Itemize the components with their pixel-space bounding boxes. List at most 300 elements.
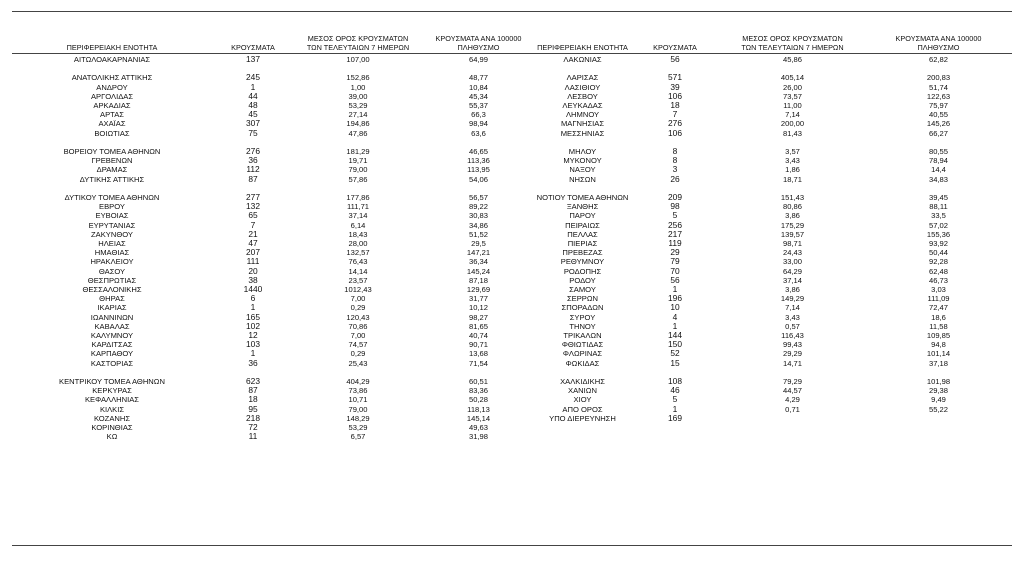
right-cases-cell: 39 — [670, 82, 680, 92]
right-avg7-cell: 99,43 — [782, 340, 802, 350]
right-avg7-cell: 1,86 — [785, 165, 800, 175]
right-per100k-cell: 200,83 — [926, 73, 951, 83]
right-per100k-cell: 62,82 — [928, 55, 948, 64]
right-avg7-cell: 3,86 — [785, 285, 800, 295]
left-avg7-cell: 14,14 — [348, 266, 368, 276]
right-cases-cell: 1 — [672, 321, 678, 331]
left-region-cell: ΒΟΡΕΙΟΥ ΤΟΜΕΑ ΑΘΗΝΩΝ — [63, 147, 161, 156]
right-region-cell — [535, 184, 630, 193]
right-avg7-cell: 0,57 — [785, 321, 800, 331]
left-cases-cell: 18 — [248, 395, 258, 405]
right-avg7-cell: 14,71 — [782, 358, 802, 368]
left-cases-cell: 21 — [248, 229, 258, 239]
left-per100k-cell: 60,51 — [468, 377, 488, 387]
right-avg7-cell: 7,14 — [785, 110, 800, 120]
left-per100k-cell: 90,71 — [468, 340, 488, 350]
left-avg7-cell: 6,57 — [350, 432, 366, 442]
left-per100k-cell: 30,83 — [468, 211, 488, 221]
right-cases-cell: 119 — [668, 239, 682, 249]
left-cases-cell: 102 — [246, 321, 260, 331]
right-region-cell — [535, 138, 630, 147]
right-per100k-cell: 33,5 — [931, 211, 946, 221]
right-cases-cell: 7 — [672, 110, 678, 120]
table-row — [12, 73, 1012, 82]
table-row — [12, 359, 1012, 368]
left-avg7-cell: 1,00 — [350, 82, 366, 92]
right-per100k-cell: 72,47 — [928, 303, 948, 313]
left-avg7-cell — [294, 64, 422, 73]
right-cases-cell: 106 — [668, 91, 682, 101]
right-per100k-cell: 34,83 — [928, 174, 948, 184]
right-cases-cell: 18 — [670, 101, 680, 110]
left-avg7-cell — [294, 368, 422, 377]
right-region-cell — [535, 423, 630, 432]
right-avg7-cell: 139,57 — [780, 229, 805, 239]
right-avg7-cell — [720, 432, 865, 441]
right-avg7-cell: 3,43 — [785, 312, 800, 322]
right-region-cell: ΑΠΟ ΟΡΟΣ — [562, 404, 603, 414]
right-avg7-cell: 79,29 — [782, 377, 802, 387]
left-cases-cell — [212, 138, 294, 147]
table-row — [12, 193, 1012, 202]
right-region-cell: ΣΑΜΟΥ — [569, 285, 596, 295]
left-per100k-cell: 50,28 — [468, 395, 488, 405]
left-cases-cell: 277 — [246, 193, 260, 202]
left-avg7-cell: 1012,43 — [344, 285, 372, 295]
left-cases-cell: 72 — [248, 423, 258, 433]
left-per100k-cell: 145,14 — [466, 413, 491, 423]
right-region-cell: ΝΟΤΙΟΥ ΤΟΜΕΑ ΑΘΗΝΩΝ — [536, 193, 629, 202]
bottom-rule — [12, 545, 1012, 546]
right-avg7-cell: 4,29 — [785, 395, 800, 405]
table-row — [12, 239, 1012, 248]
right-cases-cell: 3 — [672, 165, 678, 175]
left-region-cell: ΔΡΑΜΑΣ — [96, 165, 128, 175]
left-per100k-cell: 63,6 — [471, 128, 486, 138]
left-cases-cell: 36 — [248, 358, 258, 368]
right-avg7-cell: 116,43 — [781, 331, 804, 341]
left-cases-cell: 45 — [248, 110, 258, 120]
right-cases-cell — [630, 64, 720, 73]
right-region-cell: ΠΕΛΛΑΣ — [567, 229, 598, 239]
left-region-cell: ΚΕΝΤΡΙΚΟΥ ΤΟΜΕΑ ΑΘΗΝΩΝ — [59, 377, 165, 387]
right-avg7-cell: 3,86 — [785, 211, 800, 221]
right-per100k-cell: 66,27 — [928, 128, 948, 138]
right-region-cell: ΜΗΛΟΥ — [568, 147, 597, 156]
left-cases-cell: 218 — [246, 413, 260, 423]
header-avg7-left: ΜΕΣΟΣ ΟΡΟΣ ΚΡΟΥΣΜΑΤΩΝ ΤΩΝ ΤΕΛΕΥΤΑΙΩΝ 7 ΗΜΕΡΩΝ — [294, 30, 422, 54]
left-region-cell: ΑΝΔΡΟΥ — [96, 82, 128, 92]
left-region-cell: ΕΥΡΥΤΑΝΙΑΣ — [88, 220, 136, 230]
right-cases-cell — [630, 423, 720, 432]
left-per100k-cell — [422, 368, 535, 377]
table-row — [12, 138, 1012, 147]
left-region-cell: ΘΑΣΟΥ — [98, 266, 126, 276]
left-per100k-cell: 29,5 — [471, 239, 486, 249]
left-avg7-cell: 194,86 — [346, 119, 370, 129]
left-cases-cell: 307 — [246, 119, 260, 129]
right-region-cell: ΡΕΘΥΜΝΟΥ — [560, 257, 605, 267]
right-per100k-cell — [865, 414, 1012, 423]
left-per100k-cell: 66,3 — [471, 110, 486, 120]
right-region-cell: ΡΟΔΟΥ — [569, 275, 596, 285]
right-per100k-cell: 88,11 — [929, 202, 948, 212]
right-per100k-cell: 101,14 — [926, 349, 951, 359]
right-region-cell: ΡΟΔΟΠΗΣ — [563, 266, 602, 276]
right-region-cell: ΠΙΕΡΙΑΣ — [567, 239, 598, 249]
left-region-cell: ΗΛΕΙΑΣ — [98, 239, 126, 249]
left-per100k-cell: 64,99 — [468, 55, 488, 64]
left-cases-cell: 87 — [248, 386, 258, 396]
right-per100k-cell: 57,02 — [928, 220, 948, 230]
left-region-cell: ΒΟΙΩΤΙΑΣ — [94, 128, 130, 138]
left-cases-cell: 75 — [248, 128, 258, 138]
right-cases-cell — [630, 184, 720, 193]
left-avg7-cell: 177,86 — [346, 193, 370, 202]
left-region-cell — [12, 64, 212, 73]
right-cases-cell: 144 — [668, 331, 682, 341]
left-cases-cell: 11 — [248, 432, 258, 442]
right-per100k-cell — [865, 432, 1012, 441]
right-region-cell: ΦΘΙΩΤΙΔΑΣ — [561, 340, 604, 350]
right-per100k-cell: 37,18 — [928, 358, 948, 368]
left-cases-cell — [212, 64, 294, 73]
right-region-cell: ΦΩΚΙΔΑΣ — [565, 358, 600, 368]
right-cases-cell: 5 — [672, 211, 678, 221]
right-avg7-cell: 11,00 — [783, 101, 802, 110]
table-row — [12, 395, 1012, 404]
table-row — [12, 340, 1012, 349]
left-region-cell: ΚΕΡΚΥΡΑΣ — [92, 386, 132, 396]
left-per100k-cell: 45,34 — [468, 91, 488, 101]
left-per100k-cell: 81,65 — [468, 321, 488, 331]
right-per100k-cell: 50,44 — [928, 248, 948, 258]
left-cases-cell: 103 — [246, 340, 260, 350]
right-region-cell: ΛΑΚΩΝΙΑΣ — [563, 55, 602, 64]
left-region-cell: ΗΜΑΘΙΑΣ — [94, 248, 130, 258]
right-per100k-cell: 111,09 — [927, 294, 950, 304]
left-region-cell: ΓΡΕΒΕΝΩΝ — [91, 156, 133, 166]
right-per100k-cell: 40,55 — [928, 110, 948, 120]
right-avg7-cell: 0,71 — [785, 404, 800, 414]
right-per100k-cell: 46,73 — [928, 275, 948, 285]
right-region-cell: ΧΑΝΙΩΝ — [568, 386, 597, 396]
table-row — [12, 331, 1012, 340]
right-cases-cell: 70 — [670, 266, 680, 276]
left-region-cell: ΗΡΑΚΛΕΙΟΥ — [90, 257, 134, 267]
right-avg7-cell — [720, 414, 865, 423]
left-region-cell: ΚΟΡΙΝΘΙΑΣ — [91, 423, 133, 433]
left-per100k-cell: 98,27 — [468, 312, 488, 322]
right-per100k-cell — [865, 423, 1012, 432]
header-cases-left: ΚΡΟΥΣΜΑΤΑ — [212, 30, 294, 54]
right-region-cell: ΛΗΜΝΟΥ — [565, 110, 600, 120]
right-region-cell: ΛΕΣΒΟΥ — [567, 91, 598, 101]
left-per100k-cell: 145,24 — [466, 266, 491, 276]
top-rule — [12, 11, 1012, 12]
right-cases-cell: 8 — [672, 147, 678, 156]
right-region-cell: ΧΑΛΚΙΔΙΚΗΣ — [560, 377, 605, 387]
left-cases-cell: 38 — [248, 275, 258, 285]
right-avg7-cell: 81,43 — [782, 128, 802, 138]
right-cases-cell: 98 — [670, 202, 680, 212]
right-per100k-cell: 93,92 — [928, 239, 948, 249]
right-cases-cell: 209 — [668, 193, 682, 202]
right-per100k-cell: 78,94 — [928, 156, 948, 166]
left-region-cell: ΚΑΡΔΙΤΣΑΣ — [91, 340, 133, 350]
table-row — [12, 294, 1012, 303]
table-row — [12, 64, 1012, 73]
table-row — [12, 230, 1012, 239]
right-per100k-cell: 9,49 — [931, 395, 946, 405]
left-per100k-cell: 89,22 — [468, 202, 488, 212]
right-region-cell: ΣΕΡΡΩΝ — [566, 294, 599, 304]
left-region-cell: ΑΙΤΩΛΟΑΚΑΡΝΑΝΙΑΣ — [73, 55, 151, 64]
right-cases-cell: 150 — [668, 340, 682, 350]
left-avg7-cell: 0,29 — [350, 349, 366, 359]
table-row — [12, 147, 1012, 156]
right-cases-cell: 26 — [670, 174, 680, 184]
right-cases-cell — [630, 138, 720, 147]
right-cases-cell: 1 — [672, 404, 678, 414]
left-avg7-cell — [294, 184, 422, 193]
left-cases-cell: 137 — [246, 54, 260, 64]
left-per100k-cell: 87,18 — [468, 275, 488, 285]
right-cases-cell: 5 — [672, 395, 678, 405]
left-avg7-cell: 70,86 — [348, 321, 368, 331]
left-avg7-cell: 152,86 — [346, 73, 370, 83]
left-region-cell: ΚΑΡΠΑΘΟΥ — [90, 349, 134, 359]
right-avg7-cell: 3,43 — [785, 156, 800, 166]
left-avg7-cell: 181,29 — [346, 147, 370, 156]
table-row — [12, 313, 1012, 322]
left-avg7-cell: 74,57 — [348, 340, 368, 350]
table-row — [12, 322, 1012, 331]
left-per100k-cell: 46,65 — [468, 147, 488, 156]
left-region-cell: ΚΑΒΑΛΑΣ — [94, 321, 130, 331]
table-row — [12, 414, 1012, 423]
table-row — [12, 156, 1012, 165]
left-cases-cell: 112 — [246, 165, 260, 175]
table-row — [12, 110, 1012, 119]
left-per100k-cell: 10,84 — [468, 82, 488, 92]
left-cases-cell: 20 — [248, 266, 258, 276]
right-region-cell: ΝΗΣΩΝ — [569, 174, 596, 184]
left-avg7-cell: 79,00 — [348, 165, 368, 175]
right-avg7-cell: 200,00 — [780, 119, 805, 129]
left-cases-cell: 623 — [246, 377, 260, 387]
left-avg7-cell: 73,86 — [348, 386, 368, 396]
right-cases-cell: 256 — [668, 220, 682, 230]
right-cases-cell: 46 — [670, 386, 680, 396]
left-avg7-cell: 404,29 — [346, 377, 370, 387]
left-per100k-cell: 54,06 — [468, 174, 488, 184]
right-avg7-cell — [720, 423, 865, 432]
right-region-cell: ΠΕΙΡΑΙΩΣ — [565, 220, 600, 230]
left-region-cell: ΚΑΣΤΟΡΙΑΣ — [90, 358, 134, 368]
left-avg7-cell: 39,00 — [348, 91, 368, 101]
left-per100k-cell: 56,57 — [468, 193, 488, 202]
left-cases-cell: 165 — [246, 312, 260, 322]
left-cases-cell: 1 — [250, 303, 256, 313]
right-cases-cell: 15 — [670, 358, 680, 368]
left-cases-cell: 207 — [246, 248, 260, 258]
table-row — [12, 267, 1012, 276]
left-cases-cell: 1 — [250, 82, 256, 92]
right-region-cell: ΛΕΥΚΑΔΑΣ — [562, 101, 603, 110]
left-per100k-cell: 51,52 — [468, 229, 488, 239]
right-cases-cell: 10 — [670, 303, 680, 313]
left-cases-cell — [212, 368, 294, 377]
right-region-cell: ΣΠΟΡΑΔΩΝ — [561, 303, 604, 313]
right-cases-cell: 571 — [668, 73, 682, 83]
table-row — [12, 129, 1012, 138]
right-avg7-cell: 175,29 — [780, 220, 805, 230]
table-row — [12, 405, 1012, 414]
right-region-cell: ΛΑΡΙΣΑΣ — [566, 73, 599, 83]
left-cases-cell: 47 — [248, 239, 258, 249]
right-per100k-cell: 155,36 — [926, 229, 951, 239]
left-region-cell: ΑΧΑΪΑΣ — [98, 119, 126, 129]
right-cases-cell: 169 — [668, 413, 682, 423]
header-region-right: ΠΕΡΙΦΕΡΕΙΑΚΗ ΕΝΟΤΗΤΑ — [535, 30, 630, 54]
table-row — [12, 202, 1012, 211]
left-region-cell: ΑΡΚΑΔΙΑΣ — [93, 101, 131, 110]
right-per100k-cell: 14,4 — [931, 165, 946, 175]
left-region-cell: ΚΑΛΥΜΝΟΥ — [90, 331, 134, 341]
right-avg7-cell: 7,14 — [785, 303, 800, 313]
right-cases-cell: 108 — [668, 377, 682, 387]
left-cases-cell: 132 — [246, 202, 260, 212]
left-region-cell: ΚΩ — [106, 432, 118, 442]
right-per100k-cell: 62,48 — [928, 266, 948, 276]
left-cases-cell: 1 — [250, 349, 256, 359]
right-per100k-cell: 51,74 — [928, 82, 948, 92]
left-region-cell: ΕΒΡΟΥ — [99, 202, 125, 212]
left-cases-cell: 48 — [248, 101, 258, 110]
left-avg7-cell: 47,86 — [348, 128, 368, 138]
table-row — [12, 303, 1012, 312]
right-region-cell — [535, 64, 630, 73]
right-per100k-cell: 80,55 — [928, 147, 948, 156]
left-avg7-cell: 7,00 — [350, 331, 366, 341]
left-avg7-cell: 0,29 — [350, 303, 366, 313]
left-per100k-cell: 10,12 — [468, 303, 488, 313]
table-row — [12, 165, 1012, 174]
left-region-cell — [12, 184, 212, 193]
table-row — [12, 432, 1012, 441]
left-avg7-cell: 111,71 — [346, 202, 370, 212]
left-avg7-cell: 53,29 — [348, 101, 368, 110]
table-row — [12, 54, 1012, 65]
right-avg7-cell: 80,86 — [782, 202, 802, 212]
right-avg7-cell: 44,57 — [782, 386, 802, 396]
left-cases-cell: 276 — [246, 147, 260, 156]
left-avg7-cell: 107,00 — [346, 55, 370, 64]
left-region-cell: ΑΝΑΤΟΛΙΚΗΣ ΑΤΤΙΚΗΣ — [71, 73, 153, 83]
left-region-cell: ΑΡΤΑΣ — [100, 110, 124, 120]
left-avg7-cell: 37,14 — [348, 211, 368, 221]
right-cases-cell: 79 — [670, 257, 680, 267]
table-row — [12, 184, 1012, 193]
left-per100k-cell: 40,74 — [468, 331, 488, 341]
left-cases-cell: 44 — [248, 91, 258, 101]
left-per100k-cell: 147,21 — [466, 248, 491, 258]
right-per100k-cell: 29,38 — [928, 386, 948, 396]
left-per100k-cell: 113,95 — [467, 165, 490, 175]
header-region-left: ΠΕΡΙΦΕΡΕΙΑΚΗ ΕΝΟΤΗΤΑ — [12, 30, 212, 54]
right-region-cell — [535, 432, 630, 441]
table-row — [12, 349, 1012, 358]
right-region-cell: ΦΛΩΡΙΝΑΣ — [562, 349, 603, 359]
right-avg7-cell: 26,00 — [782, 82, 802, 92]
left-per100k-cell: 113,36 — [467, 156, 490, 166]
right-region-cell: ΝΑΞΟΥ — [569, 165, 596, 175]
right-cases-cell: 56 — [670, 54, 680, 64]
left-region-cell: ΑΡΓΟΛΙΔΑΣ — [90, 91, 134, 101]
table-row — [12, 119, 1012, 128]
left-avg7-cell: 10,71 — [348, 395, 368, 405]
right-cases-cell: 106 — [668, 128, 682, 138]
table-row — [12, 285, 1012, 294]
right-avg7-cell: 149,29 — [780, 294, 805, 304]
table-row — [12, 386, 1012, 395]
left-per100k-cell: 49,63 — [468, 423, 488, 433]
left-per100k-cell: 71,54 — [468, 358, 488, 368]
left-per100k-cell: 83,36 — [468, 386, 488, 396]
left-region-cell: ΔΥΤΙΚΗΣ ΑΤΤΙΚΗΣ — [79, 174, 145, 184]
left-region-cell: ΙΚΑΡΙΑΣ — [97, 303, 127, 313]
header-per100k-right: ΚΡΟΥΣΜΑΤΑ ΑΝΑ 100000 ΠΛΗΘΥΣΜΟ — [865, 30, 1012, 54]
right-avg7-cell: 98,71 — [782, 239, 802, 249]
right-avg7-cell — [720, 184, 865, 193]
right-avg7-cell: 24,43 — [782, 248, 802, 258]
left-avg7-cell: 6,14 — [350, 220, 366, 230]
left-avg7-cell: 148,29 — [346, 413, 370, 423]
right-per100k-cell: 39,45 — [928, 193, 948, 202]
header-per100k-left: ΚΡΟΥΣΜΑΤΑ ΑΝΑ 100000 ΠΛΗΘΥΣΜΟ — [422, 30, 535, 54]
left-avg7-cell: 132,57 — [346, 248, 370, 258]
table-body — [12, 54, 1012, 442]
left-avg7-cell: 23,57 — [348, 275, 368, 285]
right-region-cell: ΥΠΟ ΔΙΕΡΕΥΝΗΣΗ — [549, 413, 616, 423]
right-per100k-cell: 18,6 — [931, 312, 946, 322]
right-cases-cell — [630, 432, 720, 441]
right-cases-cell: 29 — [670, 248, 680, 258]
left-per100k-cell: 129,69 — [466, 285, 491, 295]
right-region-cell: ΜΑΓΝΗΣΙΑΣ — [560, 119, 605, 129]
left-per100k-cell: 31,77 — [468, 294, 488, 304]
left-avg7-cell: 57,86 — [348, 174, 368, 184]
header-cases-right: ΚΡΟΥΣΜΑΤΑ — [630, 30, 720, 54]
right-region-cell: ΤΗΝΟΥ — [569, 321, 596, 331]
left-region-cell — [12, 368, 212, 377]
right-cases-cell: 4 — [672, 312, 678, 322]
left-region-cell: ΘΕΣΠΡΩΤΙΑΣ — [87, 275, 137, 285]
left-per100k-cell: 13,68 — [468, 349, 488, 359]
left-per100k-cell: 48,77 — [468, 73, 488, 83]
right-avg7-cell: 18,71 — [782, 174, 802, 184]
left-per100k-cell: 34,86 — [468, 220, 488, 230]
right-avg7-cell: 64,29 — [782, 266, 802, 276]
table-row — [12, 423, 1012, 432]
right-per100k-cell: 109,85 — [926, 331, 951, 341]
table-header-row — [12, 30, 1012, 54]
left-region-cell: ΚΕΦΑΛΛΗΝΙΑΣ — [84, 395, 140, 405]
right-region-cell: ΠΡΕΒΕΖΑΣ — [562, 248, 603, 258]
left-region-cell: ΕΥΒΟΙΑΣ — [95, 211, 129, 221]
right-cases-cell: 217 — [668, 229, 682, 239]
